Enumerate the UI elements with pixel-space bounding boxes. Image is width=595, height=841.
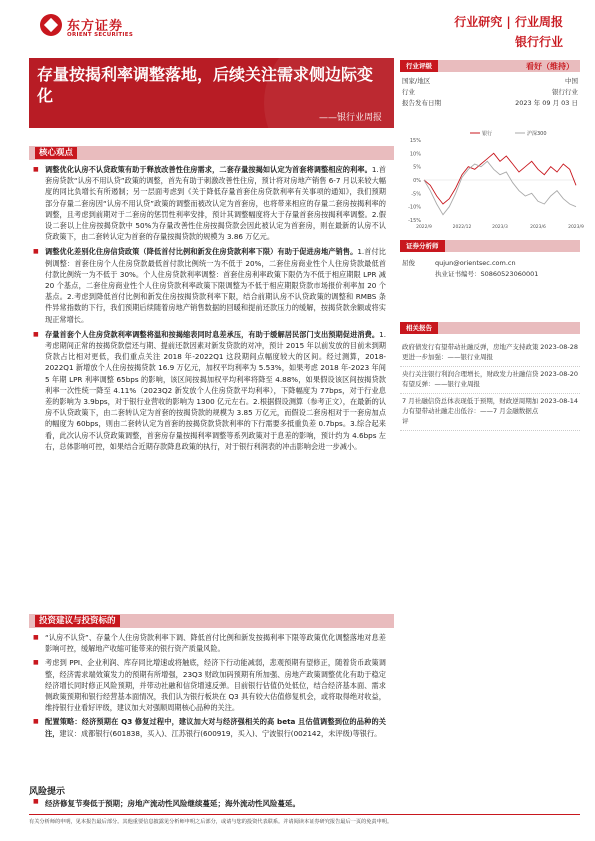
key-point-bold: 调整优化差别化住房信贷政策（降低首付比例和新发住房贷款利率下限）有助于促进房地产销售。: [45, 247, 358, 257]
report-type: 行业研究 | 行业周报: [454, 15, 563, 29]
analyst-bar: [400, 240, 580, 252]
section-header-investment: [29, 614, 394, 628]
section-title: 投资建议与投资标的: [35, 615, 120, 627]
key-point-bold: 调整优化认房不认贷政策有助于释放改善性住房需求，二套存量按揭如认定为首套将调整相应的利率。: [45, 165, 372, 174]
analyst-name: 屈俊: [402, 259, 415, 267]
key-point-bold: 存量首套个人住房贷款利率调整将温和按揭缩表同时息差承压，有助于缓解居民部门支出预期促进消费。: [45, 329, 380, 339]
key-point-paragraph: [33, 246, 386, 324]
key-points-body: [33, 164, 386, 452]
industry-rating-bar: [400, 60, 580, 72]
info-key: 国家/地区: [402, 77, 431, 85]
info-row: [400, 76, 580, 87]
sidebar-related: [400, 322, 580, 431]
key-point-paragraph: [33, 164, 386, 242]
x-tick-label: 2023/3: [492, 225, 508, 230]
report-subtitle: ——银行业周报: [318, 113, 382, 123]
related-date: 2023-08-14: [540, 397, 578, 405]
related-report[interactable]: [400, 340, 580, 367]
sidebar-rating: [400, 60, 580, 109]
related-title[interactable]: 政府债发行有望带动社融反弹，房地产支持政策更进一步加强：——银行业周报: [402, 343, 539, 361]
investment-text: 考虑到 PPI、企业利润、库存同比增速或将触底，经济下行动能减弱，悲观预期有望修正，随着货币政策调整，经济需求端效策发力的预期有所增强，23Q3 财政加码预期有所加强、房地产政策调整优化有助于稳定经济增长同时修正风险预期，并带动社融和信贷增速反弹。目前银行估值仍处低位，结合经济基本面、需求侧政策预期和银行经营基本面情况，我们认为银行板块在 Q3 具有较大估值修复机会，或将取得绝对收益，维持银行业看好评级，建议加大对强顺周期核心品种的关注。: [45, 658, 386, 713]
investment-paragraph: [33, 716, 386, 738]
industry-rating-value: 看好（维持）: [526, 62, 574, 71]
sidebar-analyst: [400, 240, 580, 280]
related-label: 相关报告: [400, 322, 438, 334]
key-point-text: 1.首付比例调整：首套住房个人住房贷款最低首付款比例统一为不低于 20%，二套住房商业性个人住房贷款最低首付款比例统一为不低于 30%。个人住房贷款利率调整：首套住房利率政策下限仍为不低于相应期限 LPR 减 20 个基点，二套住房商业性个人住房贷款利率政策下限调整为不低于相应期限贷款市场报价利率加 20 个基点。2.考虑到降低首付比例和新发住房按揭贷款利率下限，结合前期认房不认贷政策的调整和 RMBS 条件异常指数的下行，我们预期后续随着房地产销售数据的回暖和提前还款压力的缓解，按揭贷款余额或将实现正常增长。: [45, 247, 386, 324]
company-logo: [40, 14, 140, 44]
report-title: 存量按揭利率调整落地，后续关注需求侧边际变化: [37, 65, 374, 105]
x-tick-label: 2023/6: [530, 225, 546, 230]
performance-chart: [400, 128, 584, 230]
analyst-info: [400, 258, 580, 280]
key-point-text: 1.考虑期间正常的按揭贷款偿还与期、提前还款因素对新发贷款的对冲，预计 2015 年以前发放的目前未到期贷款占比相对更低，我们重点关注 2018 年-2022Q1 这段期间点幅度较大的区间。经过测算，2018-2022Q1 新增放个人住房按揭贷款 16.9 万亿元，加权平均利率为 5.53%，如果考虑 2018 年-2023 年间 5 年期 LPR 利率调整 65bps 的影响，该区间按揭加权平均利率将降至 4.88%，如果假设该区间按揭贷款利率一次性统一降至 4.11%（2023Q2 新发放个人住房贷款平均利率），下降幅度为 77bps，对于行业息差的影响为 3.9bps，对于银行业营收的影响为 1300 亿元左右。2.根据假设测算（参考正文），在最新的认房不认贷政策下，由二套转认定为首套的按揭贷款的规模为 3.85 万亿元，而假设二套房相对于一套房加点的幅度为 60bps，则由二套转认定为首套的按揭贷款贷款利率的下行需要多抵重负差 0.7bps。3.综合起来看，此次认房不认贷政策调整，首套房存量按揭利率调整等系列政策对于息差的影响，预计约为 4.6bps 左右，总体影响可控，如果结合近期存款降息政策的执行，对于银行利润表的冲击影响会进一步减小。: [45, 329, 386, 451]
info-value: 中国: [565, 77, 578, 85]
related-date: 2023-08-28: [540, 343, 578, 351]
risk-title: 风险提示: [29, 787, 66, 797]
related-bar: [400, 322, 580, 334]
y-tick-label: -15%: [408, 218, 421, 224]
logo-text-en: ORIENT SECURITIES: [67, 32, 134, 38]
related-date: 2023-08-20: [540, 370, 578, 378]
info-row: [400, 98, 580, 109]
y-tick-label: 0%: [413, 178, 421, 184]
title-banner: [29, 58, 394, 128]
report-industry: 银行行业: [514, 35, 563, 49]
info-value: 2023 年 09 月 03 日: [515, 99, 578, 107]
industry-rating-label: 行业评级: [400, 60, 438, 72]
related-title[interactable]: 央行关注银行利润合理增长，财政发力社融信贷有望反弹：——银行业周报: [402, 370, 539, 388]
investment-text: “认房不认贷”、存量个人住房贷款利率下调、降低首付比例和新发按揭利率下限等政策优化调整落地对息差影响可控，缓解地产收缩可能带来的银行资产质量风险。: [45, 633, 386, 654]
series-line-0: [424, 153, 576, 204]
logo-text-cn: 东方证券: [67, 19, 124, 34]
y-tick-label: -5%: [411, 191, 421, 198]
analyst-cert: 执业证书编号：S0860523060001: [435, 270, 539, 278]
footer-divider: [29, 814, 580, 815]
key-point-text: 1.首套房贷款“认房不用认贷”政策的调整，首先有助于刺激改善性住房，预计将对房地产销售 6-7 月以来较大幅度的同比负增长有所遏制；另一层面考虑到《关于降低存量首套住房贷款利率有关事项的通知》，我们预期部分存量二套房因“认房不用认贷”政策的调整而被改认定为首套房，也将带来相应的存量二套房按揭利率的调整，且考虑到前期对于二套房的惩罚性利率安排，预计其调整幅度将大于存量首套房按揭利率调整。2.假设二套以上住房按揭贷款中 50%为存量改善性住房按揭贷款会因此被认定为首套房，则在最新的认房不认贷政策下，由二套转认定为首套的存量按揭贷款的规模为 3.86 万亿元。: [45, 165, 386, 242]
y-tick-label: 5%: [413, 164, 421, 171]
info-value: 银行行业: [552, 88, 578, 96]
key-point-paragraph: [33, 329, 386, 452]
related-report[interactable]: [400, 367, 580, 394]
investment-paragraph: [33, 657, 386, 713]
related-title[interactable]: 7 月社融信贷总体表现低于预期，财政逆周期加力有望带动社融走出低谷：——7 月金融数据点评: [402, 397, 539, 425]
investment-paragraph: [33, 632, 386, 654]
analyst-label: 证券分析师: [400, 240, 445, 252]
related-report[interactable]: [400, 394, 580, 431]
risk-text: ■ 经济修复节奏低于预期；房地产流动性风险继续蔓延；海外流动性风险蔓延。: [33, 798, 300, 809]
section-header-key-points: [29, 146, 394, 160]
y-tick-label: 15%: [409, 138, 421, 144]
footer-disclaimer: 有关分析师的申明，见本报告最后部分。其他重要信息披露见分析师申明之后部分，或请与您的投资代表联系。并请阅读本证券研究报告最后一页的免责申明。: [29, 819, 393, 825]
y-tick-label: -10%: [408, 204, 421, 211]
report-header: [454, 12, 563, 52]
x-tick-label: 2023/9: [568, 225, 584, 230]
info-key: 行业: [402, 88, 415, 96]
x-tick-label: 2022/12: [452, 225, 472, 230]
legend-label: 银行: [482, 131, 493, 137]
y-tick-label: 10%: [409, 151, 421, 158]
legend-label: 沪深300: [527, 131, 547, 137]
investment-bold: 配置策略：经济预期在 Q3 修复过程中，建议加大对与经济强相关的高 beta 且估值调整到位的品种的关注，: [45, 717, 386, 738]
logo-mark-icon: [40, 14, 62, 36]
info-row: [400, 87, 580, 98]
investment-body: [33, 632, 386, 739]
section-title: 核心观点: [35, 147, 77, 159]
analyst-email[interactable]: qujun@orientsec.com.cn: [435, 259, 516, 267]
info-key: 报告发布日期: [402, 99, 441, 107]
investment-text: 建议：成都银行(601838，买入)、江苏银行(600919，买入)、宁波银行(002142，未评级)等银行。: [59, 728, 382, 738]
x-tick-label: 2022/9: [416, 225, 432, 230]
